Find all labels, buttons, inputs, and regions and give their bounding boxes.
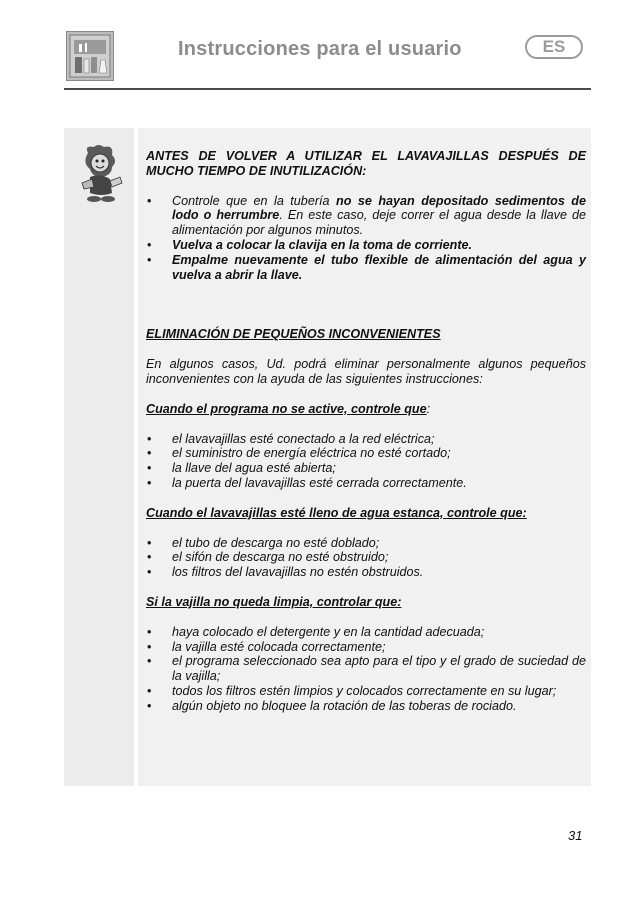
page-title: Instrucciones para el usuario <box>178 38 462 60</box>
group-title-text: Cuando el programa no se active, controle que <box>146 401 427 416</box>
checklist-dishes-not-clean <box>146 625 586 714</box>
header-divider <box>64 88 591 90</box>
section-heading-troubleshooting: ELIMINACIÓN DE PEQUEÑOS INCONVENIENTES <box>146 327 441 342</box>
section-heading-restart: ANTES DE VOLVER A UTILIZAR EL LAVAVAJILLAS DESPUÉS DE MUCHO TIEMPO DE INUTILIZACIÓN: <box>146 149 586 178</box>
group-title-not-starting <box>146 402 586 417</box>
restart-checklist <box>146 194 586 283</box>
list-item: • el suministro de energía eléctrica no esté cortado; <box>146 446 586 461</box>
content-panel <box>138 128 591 786</box>
list-item: • todos los filtros estén limpios y colocados correctamente en su lugar; <box>146 684 586 699</box>
list-item-emphasis: no se hayan depositado sedimentos de lodo o herrumbre <box>172 193 586 223</box>
group-title-suffix: : <box>426 401 431 416</box>
list-item: • la puerta del lavavajillas esté cerrada correctamente. <box>146 476 586 491</box>
group-title-dishes-not-clean: Si la vajilla no queda limpia, controlar que: <box>146 594 402 609</box>
list-item-text: . En este caso, deje correr el agua desde la llave de alimentación por algunos minutos. <box>172 208 586 238</box>
left-margin-column <box>64 128 134 786</box>
list-item: • el programa seleccionado sea apto para el tipo y el grado de suciedad de la vajilla; <box>146 654 586 684</box>
list-item: • Empalme nuevamente el tubo flexible de alimentación del agua y vuelva a abrir la llave. <box>146 253 586 283</box>
list-item: • la llave del agua esté abierta; <box>146 461 586 476</box>
list-item-text: Controle que en la tubería <box>172 193 336 208</box>
group-title-standing-water: Cuando el lavavajillas esté lleno de agua estanca, controle que: <box>146 505 527 520</box>
list-item: • el lavavajillas esté conectado a la red eléctrica; <box>146 432 586 447</box>
list-item: • los filtros del lavavajillas no estén obstruidos. <box>146 565 586 580</box>
list-item: • la vajilla esté colocada correctamente; <box>146 640 586 655</box>
list-item: • el sifón de descarga no esté obstruido; <box>146 550 586 565</box>
dishwasher-photo-icon <box>66 31 114 81</box>
checklist-not-starting <box>146 432 586 491</box>
mascot-mechanic-icon <box>76 143 126 205</box>
list-item: • el tubo de descarga no esté doblado; <box>146 536 586 551</box>
checklist-standing-water <box>146 536 586 580</box>
troubleshooting-intro: En algunos casos, Ud. podrá eliminar personalmente algunos pequeños inconvenientes con la ayuda de las siguientes instrucciones: <box>146 357 586 386</box>
page-number: 31 <box>568 828 583 843</box>
list-item: • Vuelva a colocar la clavija en la toma de corriente. <box>146 238 586 253</box>
language-badge: ES <box>525 35 583 59</box>
list-item: • haya colocado el detergente y en la cantidad adecuada; <box>146 625 586 640</box>
list-item <box>146 194 586 238</box>
list-item: • algún objeto no bloquee la rotación de las toberas de rociado. <box>146 699 586 714</box>
